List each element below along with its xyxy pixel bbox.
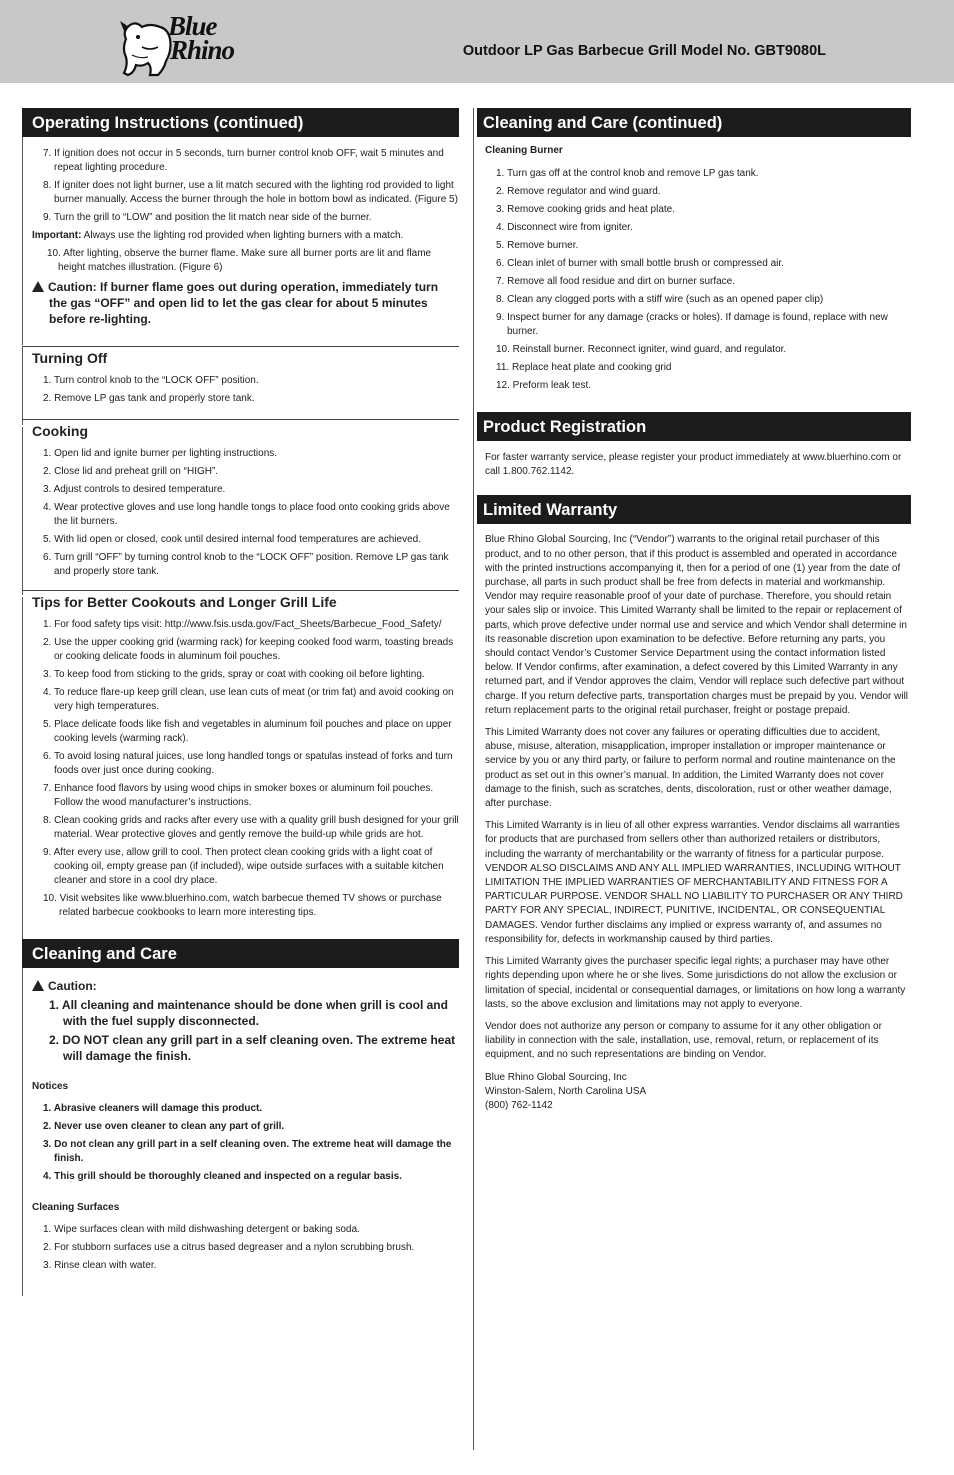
column-divider	[473, 108, 474, 1450]
section-title: Limited Warranty	[477, 495, 911, 524]
list-item: 1. Wipe surfaces clean with mild dishwashing detergent or baking soda.	[43, 1224, 360, 1236]
list-item: 8. If igniter does not light burner, use a lit match secured with the lighting rod provided to light burner manually. Access the burner through the hole in bottom bowl as indicated. (Figure 5)	[43, 180, 458, 205]
list-item: 5. Remove burner.	[496, 240, 579, 251]
warranty-paragraph: Blue Rhino Global Sourcing, Inc (“Vendor”) warrants to the original retail purchaser of this product, and to no other person, that if this product is assembled and operated in accordance with the printed instructions accompanying it, then for a period of one (1) year from the date of purchase, all parts in such product shall be free from defects in material and workmanship. Vendor may require reasonable proof of your date of purchase. Therefore, you should retain your sales slip or invoice. This Limited Warranty shall be limited to the repair or replacement of parts, which prove defective under normal use and service and which Vendor shall determine in its reasonable discretion upon examination to be defective. Before returning any parts, you should contact Vendor’s Customer Service Department using the contact information listed below. If Vendor confirms, after examination, a defect covered by this Limited Warranty in any returned part, and if Vendor approves the claim, Vendor will replace such defective part without charge. If you return defective parts, transportation charges must be prepaid by you. Vendor will return replacement parts to the original retail purchaser, freight or postage prepaid.	[485, 534, 909, 716]
surfaces-title: Cleaning Surfaces	[32, 1202, 120, 1214]
cooking-section	[22, 420, 459, 591]
section-title: Operating Instructions (continued)	[22, 108, 459, 137]
warranty-section	[477, 495, 911, 1113]
subsection-title: Cleaning Burner	[485, 145, 563, 156]
list-item: 7. Enhance food flavors by using wood chips in smoker boxes or aluminum foil pouches. Follow the wood manufacturer’s instructions.	[43, 783, 434, 809]
tips-section	[22, 591, 459, 920]
warranty-paragraph: This Limited Warranty gives the purchaser specific legal rights; a purchaser may have other rights depending upon where he or she lives. Some jurisdictions do not allow the exclusion or limitation of special, incidental or consequential damages, or limitations on how long a warranty lasts, so the above exclusion and limitations may not apply to everyone.	[485, 956, 906, 1010]
list-item: 3. Adjust controls to desired temperature.	[43, 484, 226, 496]
notice-item: 3. Do not clean any grill part in a self cleaning oven. The extreme heat will damage the finish.	[43, 1139, 452, 1165]
cleaning-continued-section	[477, 108, 911, 393]
list-item: 9. Turn the grill to “LOW” and position the lit match near side of the burner.	[43, 212, 372, 223]
operating-section	[22, 108, 459, 347]
list-item: 5. With lid open or closed, cook until desired internal food temperatures are achieved.	[43, 534, 421, 546]
section-title: Cleaning and Care	[22, 939, 459, 968]
warning-icon	[32, 980, 44, 991]
list-item: 6. Turn grill “OFF” by turning control knob to the “LOCK OFF” position. Remove LP gas tank and properly store tank.	[43, 552, 449, 578]
notice-item: 1. Abrasive cleaners will damage this product.	[43, 1103, 263, 1115]
notice-item: 2. Never use oven cleaner to clean any part of grill.	[43, 1121, 285, 1133]
list-item: 2. Use the upper cooking grid (warming rack) for keeping cooked food warm, toasting breads or cooking delicate foods in aluminum foil pouches.	[43, 637, 454, 663]
important-note: Important: Always use the lighting rod provided when lighting burners with a match.	[32, 230, 404, 241]
list-item: 10. Visit websites like www.bluerhino.com, watch barbecue themed TV shows or purchase related barbecue cookbooks to learn more interesting tips.	[43, 893, 442, 919]
list-item: 1. Turn gas off at the control knob and remove LP gas tank.	[496, 168, 759, 179]
list-item: 2. Close lid and preheat grill on “HIGH”.	[43, 466, 219, 478]
list-item: 2. For stubborn surfaces use a citrus based degreaser and a nylon scrubbing brush.	[43, 1242, 415, 1254]
list-item: 12. Preform leak test.	[496, 380, 592, 391]
list-item: 6. To avoid losing natural juices, use long handled tongs or spatulas instead of forks and turn foods over just once during cooking.	[43, 751, 453, 777]
section-title: Cooking	[32, 423, 88, 440]
warranty-paragraph: This Limited Warranty is in lieu of all other express warranties. Vendor disclaims all warranties for products that are purchased from sellers other than authorized retailers or distributors, including the warranty of merchantability or the warranty of fitness for a particular purpose. VENDOR ALSO DISCLAIMS AND ANY ALL IMPLIED WARRANTIES, INCLUDING WITHOUT LIMITATION THE IMPLIED WARRANTIES OF MERCHANTABILITY AND FITNESS FOR A PARTICULAR PURPOSE. VENDOR SHALL NO LIABILITY TO PURCHASER OR ANY THIRD PARTY FOR ANY SPECIAL, INDIRECT, PUNITIVE, INCIDENTAL, OR CONSEQUENTIAL DAMAGES. Vendor further disclaims any implied or express warranty of, and assumes no responsibility for, defects in workmanship caused by third parties.	[485, 820, 903, 945]
list-item: 11. Replace heat plate and cooking grid	[496, 362, 672, 373]
address-line: Winston-Salem, North Carolina USA	[485, 1085, 647, 1097]
notices-title: Notices	[32, 1081, 69, 1093]
list-item: 9. Inspect burner for any damage (cracks or holes). If damage is found, replace with new burner.	[496, 312, 888, 337]
list-item: 5. Place delicate foods like fish and vegetables in aluminum foil pouches and place on upper cooking levels (warming rack).	[43, 719, 452, 745]
brand-wordmark: Blue Rhino	[168, 11, 235, 65]
section-title: Cleaning and Care (continued)	[477, 108, 911, 137]
list-item: 4. To reduce flare-up keep grill clean, use lean cuts of meat (or trim fat) and avoid cooking on very high temperatures.	[43, 687, 454, 713]
header-bar	[0, 0, 954, 83]
section-title: Product Registration	[477, 412, 911, 441]
list-item: 2. Remove regulator and wind guard.	[496, 186, 661, 197]
list-item: 8. Clean cooking grids and racks after every use with a quality grill bush designed for your grill material. Wear protective gloves and gently remove the build-up while grids are hot.	[43, 815, 459, 841]
list-item: 4. Disconnect wire from igniter.	[496, 222, 633, 233]
list-item: 3. To keep food from sticking to the grids, spray or coat with cooking oil before lighting.	[43, 669, 425, 681]
list-item: 10. After lighting, observe the burner flame. Make sure all burner ports are lit and flame height matches illustration. (Figure 6)	[47, 248, 432, 274]
list-item: 4. Wear protective gloves and use long handle tongs to place food onto cooking grids above the lit burners.	[43, 502, 450, 528]
page-title: Outdoor LP Gas Barbecue Grill Model No. GBT9080L	[462, 43, 826, 59]
list-item: 8. Clean any clogged ports with a stiff wire (such as an opened paper clip)	[496, 294, 824, 305]
notice-item: 4. This grill should be thoroughly cleaned and inspected on a regular basis.	[43, 1171, 402, 1183]
list-item: 1. For food safety tips visit: http://www.fsis.usda.gov/Fact_Sheets/Barbecue_Food_Safety/	[43, 619, 442, 631]
cleaning-section	[22, 939, 459, 1273]
registration-section	[477, 412, 911, 479]
warranty-paragraph: Vendor does not authorize any person or company to assume for it any other obligation or liability in connection with the sale, installation, use, removal, return, or replacement of its equipment, and no such representations are binding on Vendor.	[485, 1020, 882, 1061]
section-title: Turning Off	[32, 350, 108, 367]
caution-item: 1. All cleaning and maintenance should be done when grill is cool and with the fuel supply disconnected.	[49, 998, 448, 1029]
registration-text: For faster warranty service, please register your product immediately at www.bluerhino.com or call 1.800.762.1142.	[485, 452, 902, 478]
caution-label: Caution:	[32, 978, 459, 994]
company-address	[485, 1071, 911, 1114]
list-item: 9. After every use, allow grill to cool. Then protect clean cooking grids with a light coat of cooking oil, empty grease pan (if included), wipe outside surfaces with a suitable kitchen cleaner and store in a cool dry place.	[43, 847, 444, 887]
list-item: 2. Remove LP gas tank and properly store tank.	[43, 393, 255, 405]
right-column	[477, 108, 911, 1113]
caution-item: 2. DO NOT clean any grill part in a self cleaning oven. The extreme heat will damage the finish.	[49, 1033, 456, 1064]
list-item: 3. Remove cooking grids and heat plate.	[496, 204, 675, 215]
list-item: 3. Rinse clean with water.	[43, 1260, 157, 1272]
list-item: 10. Reinstall burner. Reconnect igniter, wind guard, and regulator.	[496, 344, 787, 355]
address-line: (800) 762-1142	[485, 1099, 553, 1111]
section-title: Tips for Better Cookouts and Longer Grill Life	[32, 594, 337, 611]
list-item: 1. Open lid and ignite burner per lighting instructions.	[43, 448, 278, 460]
warning-icon	[32, 281, 44, 292]
list-item: 1. Turn control knob to the “LOCK OFF” position.	[43, 375, 259, 387]
list-item: 6. Clean inlet of burner with small bottle brush or compressed air.	[496, 258, 784, 269]
list-item: 7. If ignition does not occur in 5 seconds, turn burner control knob OFF, wait 5 minutes and repeat lighting procedure.	[43, 148, 444, 173]
list-item: 7. Remove all food residue and dirt on burner surface.	[496, 276, 736, 287]
address-line: Blue Rhino Global Sourcing, Inc	[485, 1071, 627, 1083]
left-column	[22, 108, 459, 1277]
caution-note: Caution: If burner flame goes out during operation, immediately turn the gas “OFF” and open lid to let the gas clear for about 5 minutes before re-lighting.	[32, 279, 459, 327]
warranty-paragraph: This Limited Warranty does not cover any failures or operating difficulties due to accident, abuse, misuse, alteration, misapplication, improper installation or improper maintenance or service by you or any third party, or failure to perform normal and routine maintenance on the product as set out in this owner’s manual. In addition, the Limited Warranty does not cover damage to the finish, such as scratches, dents, discoloration, rust or other weather damage, after purchase.	[485, 727, 896, 810]
turning-off-section	[22, 347, 459, 420]
